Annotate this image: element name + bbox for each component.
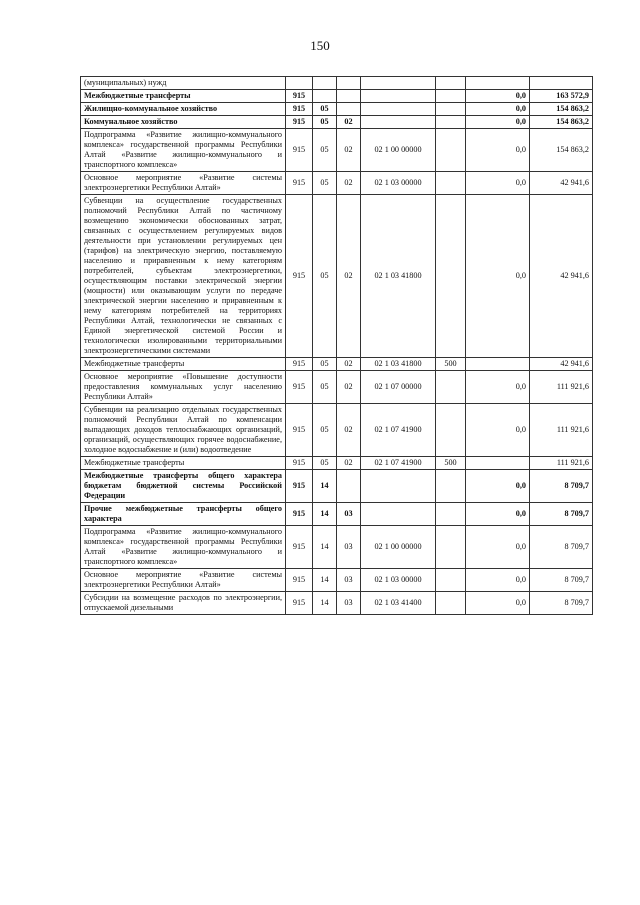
csr-code-cell: 02 1 03 00000 bbox=[361, 569, 436, 592]
row-name-cell: Межбюджетные трансферты bbox=[81, 358, 286, 371]
gr-code-cell: 915 bbox=[286, 592, 313, 615]
vr-code-cell bbox=[436, 592, 466, 615]
pr-code-cell: 02 bbox=[337, 116, 361, 129]
vr-code-cell bbox=[436, 129, 466, 172]
amount-cell-2: 42 941,6 bbox=[530, 172, 593, 195]
amount-cell-1: 0,0 bbox=[466, 371, 530, 404]
table-row bbox=[81, 592, 593, 615]
rz-code-cell: 05 bbox=[313, 195, 337, 358]
pr-code-cell: 02 bbox=[337, 172, 361, 195]
rz-code-cell: 05 bbox=[313, 404, 337, 457]
pr-code-cell bbox=[337, 90, 361, 103]
rz-code-cell: 14 bbox=[313, 503, 337, 526]
csr-code-cell bbox=[361, 470, 436, 503]
csr-code-cell bbox=[361, 77, 436, 90]
table-row bbox=[81, 90, 593, 103]
table-row bbox=[81, 371, 593, 404]
row-name-cell: Основное мероприятие «Повышение доступности предоставления коммунальных услуг населению Республики Алтай» bbox=[81, 371, 286, 404]
amount-cell-2: 163 572,9 bbox=[530, 90, 593, 103]
pr-code-cell: 02 bbox=[337, 358, 361, 371]
amount-cell-1 bbox=[466, 358, 530, 371]
amount-cell-1: 0,0 bbox=[466, 195, 530, 358]
csr-code-cell bbox=[361, 103, 436, 116]
amount-cell-1: 0,0 bbox=[466, 569, 530, 592]
pr-code-cell bbox=[337, 77, 361, 90]
csr-code-cell bbox=[361, 116, 436, 129]
gr-code-cell: 915 bbox=[286, 569, 313, 592]
amount-cell-2: 42 941,6 bbox=[530, 195, 593, 358]
table-row bbox=[81, 526, 593, 569]
amount-cell-1: 0,0 bbox=[466, 526, 530, 569]
table-row bbox=[81, 457, 593, 470]
table-row bbox=[81, 103, 593, 116]
gr-code-cell: 915 bbox=[286, 526, 313, 569]
row-name-cell: (муниципальных) нужд bbox=[81, 77, 286, 90]
amount-cell-2: 42 941,6 bbox=[530, 358, 593, 371]
pr-code-cell: 03 bbox=[337, 592, 361, 615]
gr-code-cell: 915 bbox=[286, 404, 313, 457]
amount-cell-1: 0,0 bbox=[466, 129, 530, 172]
row-name-cell: Основное мероприятие «Развитие системы электроэнергетики Республики Алтай» bbox=[81, 569, 286, 592]
table-row bbox=[81, 116, 593, 129]
csr-code-cell: 02 1 07 00000 bbox=[361, 371, 436, 404]
table-row bbox=[81, 172, 593, 195]
row-name-cell: Субсидии на возмещение расходов по электроэнергии, отпускаемой дизельными bbox=[81, 592, 286, 615]
amount-cell-2: 8 709,7 bbox=[530, 592, 593, 615]
amount-cell-2: 111 921,6 bbox=[530, 371, 593, 404]
page-number: 150 bbox=[310, 38, 330, 53]
amount-cell-2: 154 863,2 bbox=[530, 103, 593, 116]
rz-code-cell bbox=[313, 90, 337, 103]
table-row bbox=[81, 358, 593, 371]
row-name-cell: Подпрограмма «Развитие жилищно-коммунального комплекса» государственной программы Республики Алтай «Развитие жилищно-коммунального и транспортного комплекса» bbox=[81, 526, 286, 569]
amount-cell-1: 0,0 bbox=[466, 172, 530, 195]
amount-cell-2: 8 709,7 bbox=[530, 526, 593, 569]
pr-code-cell: 02 bbox=[337, 457, 361, 470]
vr-code-cell bbox=[436, 195, 466, 358]
gr-code-cell: 915 bbox=[286, 195, 313, 358]
pr-code-cell: 03 bbox=[337, 503, 361, 526]
amount-cell-2: 154 863,2 bbox=[530, 129, 593, 172]
gr-code-cell: 915 bbox=[286, 103, 313, 116]
table-row bbox=[81, 503, 593, 526]
rz-code-cell: 14 bbox=[313, 569, 337, 592]
vr-code-cell bbox=[436, 569, 466, 592]
vr-code-cell bbox=[436, 503, 466, 526]
gr-code-cell bbox=[286, 77, 313, 90]
pr-code-cell bbox=[337, 470, 361, 503]
gr-code-cell: 915 bbox=[286, 371, 313, 404]
rz-code-cell: 05 bbox=[313, 103, 337, 116]
row-name-cell: Межбюджетные трансферты общего характера бюджетам бюджетной системы Российской Федерации bbox=[81, 470, 286, 503]
vr-code-cell bbox=[436, 116, 466, 129]
csr-code-cell: 02 1 07 41900 bbox=[361, 404, 436, 457]
gr-code-cell: 915 bbox=[286, 90, 313, 103]
budget-table bbox=[80, 76, 593, 615]
csr-code-cell: 02 1 07 41900 bbox=[361, 457, 436, 470]
amount-cell-2: 111 921,6 bbox=[530, 404, 593, 457]
row-name-cell: Коммунальное хозяйство bbox=[81, 116, 286, 129]
table-body bbox=[81, 77, 593, 615]
row-name-cell: Межбюджетные трансферты bbox=[81, 90, 286, 103]
pr-code-cell: 02 bbox=[337, 404, 361, 457]
row-name-cell: Межбюджетные трансферты bbox=[81, 457, 286, 470]
row-name-cell: Прочие межбюджетные трансферты общего характера bbox=[81, 503, 286, 526]
csr-code-cell: 02 1 00 00000 bbox=[361, 129, 436, 172]
amount-cell-1 bbox=[466, 77, 530, 90]
rz-code-cell: 14 bbox=[313, 592, 337, 615]
vr-code-cell bbox=[436, 371, 466, 404]
gr-code-cell: 915 bbox=[286, 358, 313, 371]
vr-code-cell: 500 bbox=[436, 358, 466, 371]
amount-cell-1: 0,0 bbox=[466, 503, 530, 526]
vr-code-cell bbox=[436, 172, 466, 195]
vr-code-cell: 500 bbox=[436, 457, 466, 470]
rz-code-cell: 05 bbox=[313, 116, 337, 129]
vr-code-cell bbox=[436, 77, 466, 90]
row-name-cell: Подпрограмма «Развитие жилищно-коммунального комплекса» государственной программы Республики Алтай «Развитие жилищно-коммунального и транспортного комплекса» bbox=[81, 129, 286, 172]
gr-code-cell: 915 bbox=[286, 503, 313, 526]
rz-code-cell: 05 bbox=[313, 457, 337, 470]
gr-code-cell: 915 bbox=[286, 457, 313, 470]
table-row bbox=[81, 404, 593, 457]
gr-code-cell: 915 bbox=[286, 172, 313, 195]
rz-code-cell: 14 bbox=[313, 470, 337, 503]
gr-code-cell: 915 bbox=[286, 116, 313, 129]
table-row bbox=[81, 569, 593, 592]
amount-cell-1: 0,0 bbox=[466, 470, 530, 503]
gr-code-cell: 915 bbox=[286, 470, 313, 503]
row-name-cell: Основное мероприятие «Развитие системы электроэнергетики Республики Алтай» bbox=[81, 172, 286, 195]
rz-code-cell: 05 bbox=[313, 129, 337, 172]
amount-cell-2: 8 709,7 bbox=[530, 503, 593, 526]
amount-cell-2: 111 921,6 bbox=[530, 457, 593, 470]
amount-cell-2: 8 709,7 bbox=[530, 569, 593, 592]
amount-cell-2: 8 709,7 bbox=[530, 470, 593, 503]
pr-code-cell: 02 bbox=[337, 371, 361, 404]
csr-code-cell: 02 1 03 41800 bbox=[361, 195, 436, 358]
csr-code-cell: 02 1 00 00000 bbox=[361, 526, 436, 569]
amount-cell-2: 154 863,2 bbox=[530, 116, 593, 129]
rz-code-cell: 14 bbox=[313, 526, 337, 569]
row-name-cell: Жилищно-коммунальное хозяйство bbox=[81, 103, 286, 116]
table-row bbox=[81, 77, 593, 90]
pr-code-cell: 03 bbox=[337, 569, 361, 592]
table-row bbox=[81, 129, 593, 172]
csr-code-cell: 02 1 03 41800 bbox=[361, 358, 436, 371]
row-name-cell: Субвенции на осуществление государственных полномочий Республики Алтай по частичному возмещению экономически обоснованных затрат, связанных с осуществлением регулируемых видов деятельности при установлении регулируемых цен (тарифов) на электрическую энергию, поставляемую населению и приравненным к нему категориям потребителей, субъектам электроэнергетики, осуществляющим поставки электрической энергии (мощности) или оказывающим услуги по передаче электрической энергии населению и приравненным к нему категориям потребителей на территориях Республики Алтай, технологически не связанных с Единой энергетической системой России и технологически изолированными территориальными электроэнергетическими системами bbox=[81, 195, 286, 358]
csr-code-cell: 02 1 03 00000 bbox=[361, 172, 436, 195]
pr-code-cell: 02 bbox=[337, 129, 361, 172]
pr-code-cell: 02 bbox=[337, 195, 361, 358]
rz-code-cell: 05 bbox=[313, 371, 337, 404]
vr-code-cell bbox=[436, 103, 466, 116]
rz-code-cell bbox=[313, 77, 337, 90]
amount-cell-1: 0,0 bbox=[466, 90, 530, 103]
rz-code-cell: 05 bbox=[313, 358, 337, 371]
csr-code-cell bbox=[361, 503, 436, 526]
pr-code-cell: 03 bbox=[337, 526, 361, 569]
csr-code-cell: 02 1 03 41400 bbox=[361, 592, 436, 615]
amount-cell-1: 0,0 bbox=[466, 592, 530, 615]
pr-code-cell bbox=[337, 103, 361, 116]
amount-cell-1 bbox=[466, 457, 530, 470]
vr-code-cell bbox=[436, 404, 466, 457]
amount-cell-1: 0,0 bbox=[466, 116, 530, 129]
amount-cell-2 bbox=[530, 77, 593, 90]
table-row bbox=[81, 470, 593, 503]
rz-code-cell: 05 bbox=[313, 172, 337, 195]
gr-code-cell: 915 bbox=[286, 129, 313, 172]
vr-code-cell bbox=[436, 526, 466, 569]
amount-cell-1: 0,0 bbox=[466, 103, 530, 116]
vr-code-cell bbox=[436, 90, 466, 103]
table-row bbox=[81, 195, 593, 358]
amount-cell-1: 0,0 bbox=[466, 404, 530, 457]
vr-code-cell bbox=[436, 470, 466, 503]
row-name-cell: Субвенции на реализацию отдельных государственных полномочий Республики Алтай по компенсации выпадающих доходов теплоснабжающих организаций, организаций, осуществляющих горячее водоснабжение, холодное водоснабжение и (или) водоотведение bbox=[81, 404, 286, 457]
csr-code-cell bbox=[361, 90, 436, 103]
